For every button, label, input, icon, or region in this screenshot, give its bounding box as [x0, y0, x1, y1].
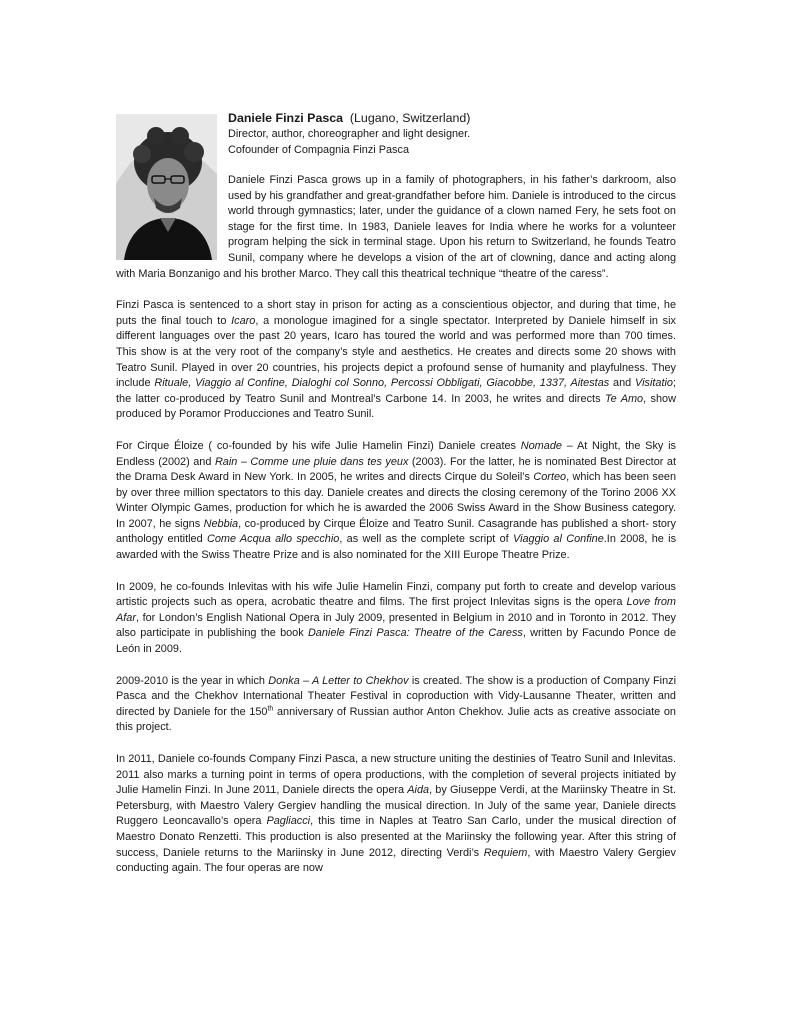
bio-header — [116, 110, 676, 298]
p2-text-1: Finzi Pasca is sentenced to a short stay in prison for acting as a conscientious objector, and during that time, he puts the final touch to — [116, 299, 676, 327]
p4-text-1: In 2009, he co-founds Inlevitas with his wife Julie Hamelin Finzi, company put forth to create and develop various artistic projects such as opera, acrobatic theatre and films. The first project Inlevitas signs is the opera — [116, 580, 676, 609]
p5-text-3: anniversary of Russian author Anton Chekhov. Julie acts as creative associate on this project. — [116, 705, 676, 734]
p2-title-te-amo: Te Amo — [604, 392, 644, 405]
p3-text-1: For Cirque Éloize ( co-founded by his wife Julie Hamelin Finzi) Daniele creates — [116, 439, 521, 452]
paragraph-5 — [116, 674, 676, 736]
person-cofounder: Cofounder of Compagnia Finzi Pasca — [228, 143, 410, 156]
p3-title-nebbia: Nebbia — [203, 517, 239, 530]
p6-text-2: , by Giuseppe Verdi, at the Mariinsky Theatre in St. Petersburg, with Maestro Valery Gergiev handling the musical direction. In July of the same year, Daniele directs Ruggero Leoncavallo’s opera — [116, 784, 676, 828]
p3-title-come-acqua: Come Acqua allo specchio — [206, 533, 340, 546]
p4-text-2: , for London’s English National Opera in July 2009, presented in Belgium in 2010 and in Toronto in 2012. They also participate in publishing the book — [116, 611, 676, 640]
p4-text-3: , written by Facundo Ponce de León in 2009. — [116, 627, 677, 656]
p2-text-4: ; the latter co-produced by Teatro Sunil and Montreal’s Carbone 14. In 2003, he writes and directs — [116, 377, 676, 405]
p5-text-2: is created. The show is a production of Company Finzi Pasca and the Chekhov International Theater Festival in coproduction with Vidy-Lausanne Theater, written and directed by Daniele for the 150 — [116, 674, 677, 718]
p3-text-2: – At Night, the Sky is Endless (2002) and — [116, 439, 676, 468]
paragraph-2 — [116, 298, 676, 423]
paragraph-4 — [116, 580, 676, 658]
p6-text-1: In 2011, Daniele co-founds Company Finzi Pasca, a new structure uniting the destinies of Teatro Sunil and Inlevitas. 2011 also marks a turning point in terms of opera productions, with the completion of several projects initiated by Julie Hamelin Finzi. In June 2011, Daniele directs the opera — [116, 753, 676, 797]
p2-text-2: , a monologue imagined for a single spectator. Interpreted by Daniele himself in six different languages over the past 20 years, Icaro has toured the world and was performed more than 700 times. This show is at the very root of the company’s style and aesthetics. He creates and directs some 20 shows with Teatro Sunil. Played in over 20 countries, his projects depict a profound sense of humanity and playfulness. They include — [116, 314, 676, 390]
p6-text-3: , this time in Naples at Teatro San Carlo, under the musical direction of Maestro Donato Renzetti. This production is also presented at the Mariinsky the following year. After this string of success, Daniele returns to the Mariinsky in June 2012, directing Verdi’s — [116, 815, 676, 859]
p5-text-1: 2009-2010 is the year in which — [116, 674, 269, 687]
p5-ordinal-suffix: th — [267, 705, 274, 713]
p3-title-viaggio: Viaggio al Confine — [513, 533, 604, 546]
person-location: (Lugano, Switzerland) — [349, 111, 471, 125]
p3-title-nomade: Nomade — [520, 439, 562, 452]
p4-title-book: Daniele Finzi Pasca: Theatre of the Caress — [307, 627, 523, 640]
p2-title-icaro: Icaro — [231, 314, 256, 327]
p3-text-7: .In 2008, he is awarded with the Swiss Theatre Prize and is also nominated for the XIII Europe Theatre Prize. — [116, 533, 677, 562]
p2-text-3: and — [609, 377, 636, 390]
p6-title-aida: Aida — [407, 784, 430, 797]
p3-title-rain: Rain – Comme une pluie dans tes yeux — [214, 455, 409, 468]
p3-text-5: , co-produced by Cirque Éloize and Teatro Sunil. Casagrande has published a short- story anthology entitled — [116, 517, 676, 546]
person-role: Director, author, choreographer and light designer. — [228, 128, 471, 140]
p2-titles-list: Rituale, Viaggio al Confine, Dialoghi col Sonno, Percossi Obbligati, Giacobbe, 1337, Aitestas — [154, 377, 610, 390]
person-name: Daniele Finzi Pasca — [228, 111, 344, 125]
paragraph-3 — [116, 439, 676, 564]
paragraph-6 — [116, 752, 676, 877]
p4-title-love-from-afar: Love from Afar — [116, 596, 676, 624]
p3-title-corteo: Corteo — [533, 471, 567, 484]
p6-title-requiem: Requiem — [483, 846, 528, 859]
p2-title-visitatio: Visitatio — [635, 377, 673, 390]
p3-text-6: , as well as the complete script of — [339, 533, 513, 546]
document-page — [116, 110, 676, 893]
p3-text-4: , which has been seen by over three million spectators to this day. Daniele creates and directs the closing ceremony of the Torino 2006 XX Winter Olympic Games, production for which he is awarded the 2006 Swiss Award in the Show Business category. In 2007, he signs — [116, 471, 677, 530]
p6-text-4: , with Maestro Valery Gergiev conducting again. The four operas are now — [116, 846, 677, 875]
p1-text: Daniele Finzi Pasca grows up in a family of photographers, in his father’s darkroom, also used by his grandfather and great-grandfather before him. Daniele is introduced to the circus world through gymnastics; later, under the guidance of a clown named Fery, he sets foot on stage for the first time. In 1983, Daniele leaves for India where he works for a volunteer program helping the sick in terminal stage. Upon his return to Switzerland, he founds Teatro Sunil, company where he develops a vision of the art of clowning, dance and acting along with Maria Bonzanigo and his brother Marco. They call this theatrical technique “theatre of the caress”. — [116, 174, 676, 280]
p2-text-5: , show produced by Poramor Producciones and Teatro Sunil. — [116, 392, 676, 421]
portrait-photo — [116, 114, 217, 260]
portrait-illustration — [116, 114, 217, 260]
p3-text-3: (2003). For the latter, he is nominated Best Director at the Drama Desk Award in New York. In 2005, he writes and directs Cirque du Soleil’s — [116, 455, 676, 484]
p6-title-pagliacci: Pagliacci — [266, 815, 311, 828]
p5-title-donka: Donka – A Letter to Chekhov — [268, 674, 409, 687]
